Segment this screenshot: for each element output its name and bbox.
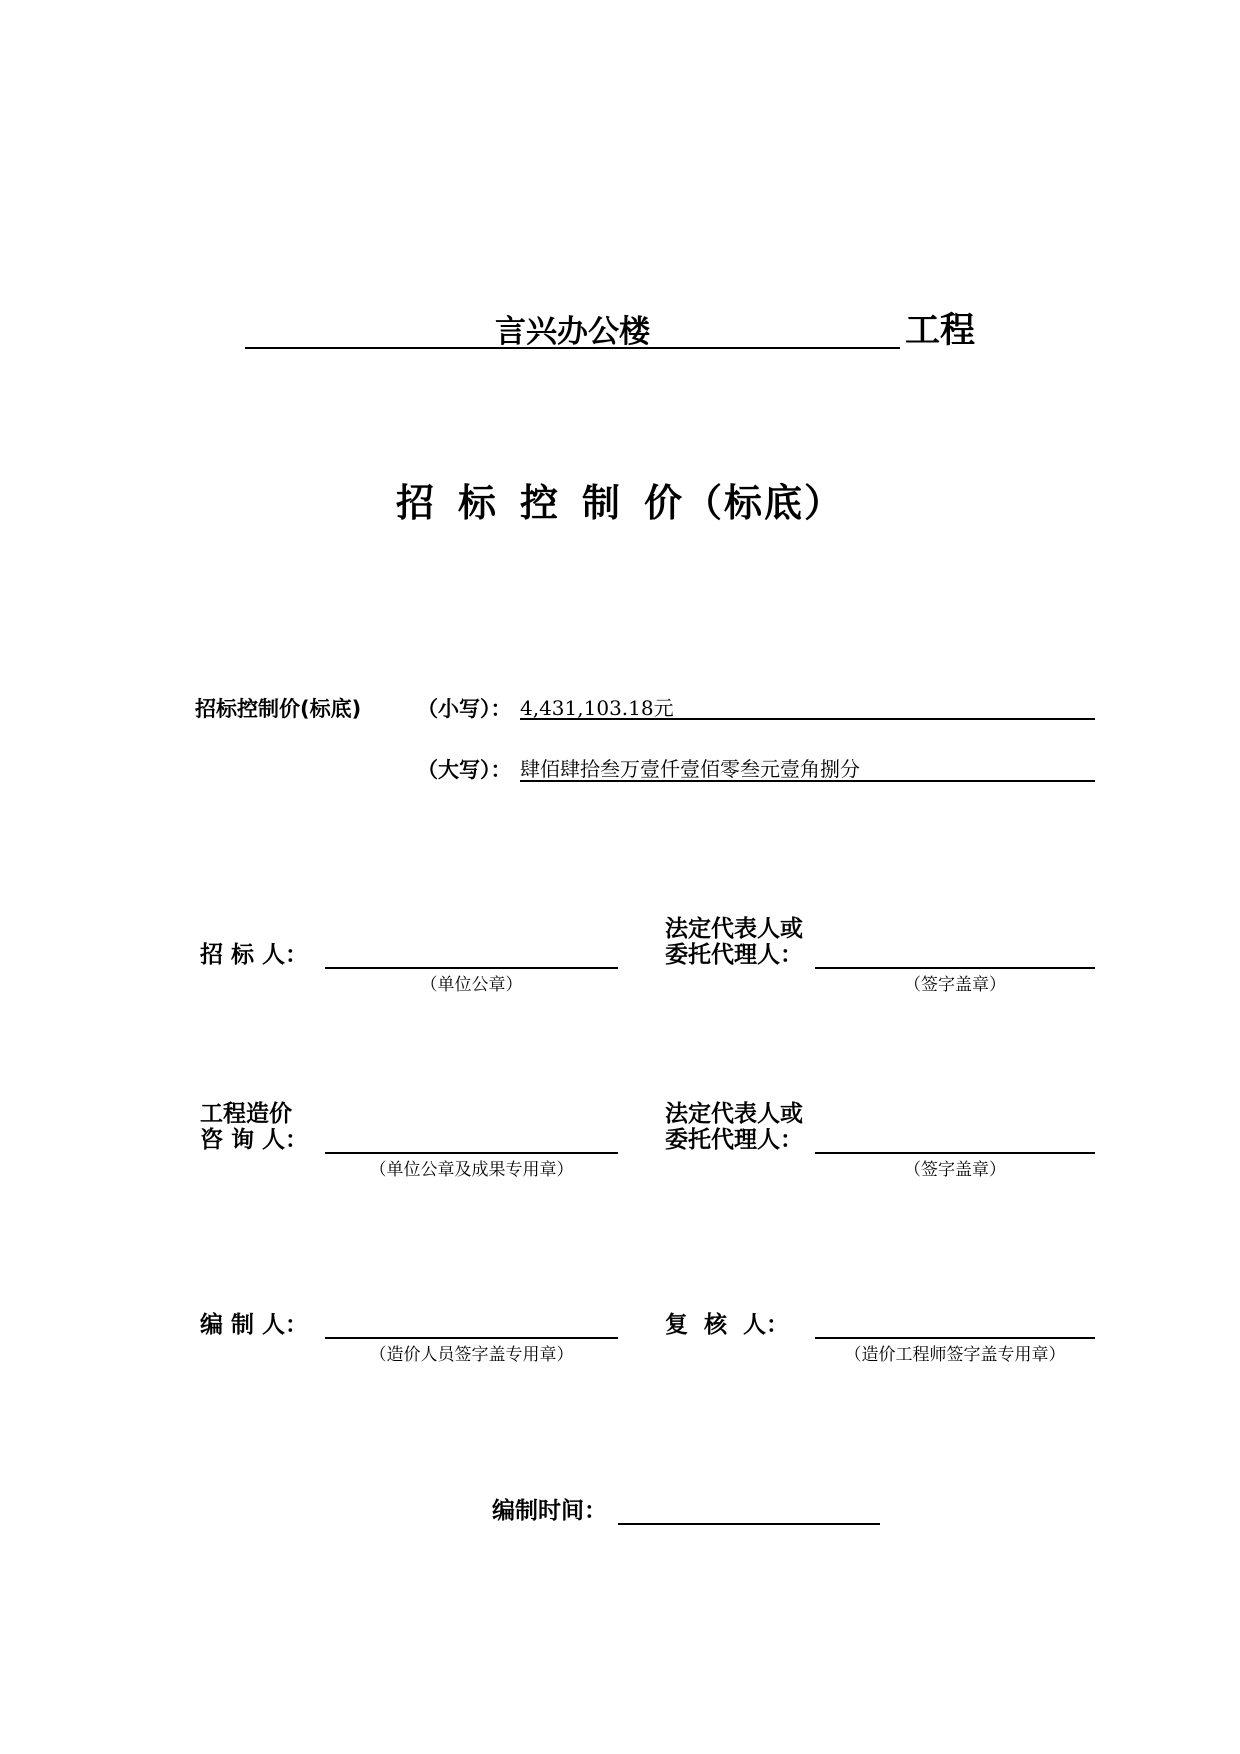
legal-rep-signature-field[interactable] <box>815 967 1095 969</box>
reviewer-note: （造价工程师签字盖专用章） <box>844 1345 1066 1365</box>
tenderer-signature-field[interactable] <box>325 967 618 969</box>
reviewer-signature-field[interactable] <box>815 1337 1095 1339</box>
compiler-signature-field[interactable] <box>325 1337 618 1339</box>
consultant-label-line2: 咨 询 人： <box>200 1127 309 1153</box>
project-name: 言兴办公楼 <box>495 314 650 350</box>
consultant-rep-note: （签字盖章） <box>904 1160 1006 1180</box>
amount-figures-label: （小写）： <box>417 697 512 721</box>
amount-figures-value: 4,431,103.18元 <box>520 696 674 720</box>
title-char: 价（标底） <box>644 481 845 525</box>
compile-date-field[interactable] <box>618 1523 880 1525</box>
control-price-label: 招标控制价(标底) <box>195 697 362 721</box>
amount-words-value: 肆佰肆拾叁万壹仟壹佰零叁元壹角捌分 <box>520 757 860 781</box>
amount-words-label: （大写）： <box>417 758 512 782</box>
legal-rep-note: （签字盖章） <box>904 975 1006 995</box>
document-title <box>0 472 1240 527</box>
tenderer-note: （单位公章） <box>420 975 523 995</box>
consultant-label-line1: 工程造价 <box>200 1101 292 1127</box>
project-suffix: 工程 <box>905 311 976 351</box>
amount-words-underline <box>520 780 1095 782</box>
legal-rep-label-line1: 法定代表人或 <box>665 916 803 942</box>
consultant-note: （单位公章及成果专用章） <box>369 1160 574 1180</box>
consultant-rep-label-line1: 法定代表人或 <box>665 1101 803 1127</box>
title-char: 标 <box>457 481 498 525</box>
compile-date-label: 编制时间： <box>492 1498 607 1524</box>
consultant-rep-label-line2: 委托代理人： <box>665 1127 803 1153</box>
compiler-label: 编 制 人： <box>200 1312 309 1338</box>
project-name-underline <box>245 347 900 349</box>
reviewer-label: 复 核 人： <box>665 1312 790 1338</box>
amount-figures-underline <box>520 718 1095 720</box>
consultant-signature-field[interactable] <box>325 1152 618 1154</box>
tenderer-label: 招 标 人： <box>200 942 309 968</box>
title-char: 招 <box>395 481 436 525</box>
title-char: 控 <box>519 481 560 525</box>
legal-rep-label-line2: 委托代理人： <box>665 942 803 968</box>
compiler-note: （造价人员签字盖专用章） <box>369 1345 574 1365</box>
title-char: 制 <box>582 481 623 525</box>
consultant-rep-signature-field[interactable] <box>815 1152 1095 1154</box>
